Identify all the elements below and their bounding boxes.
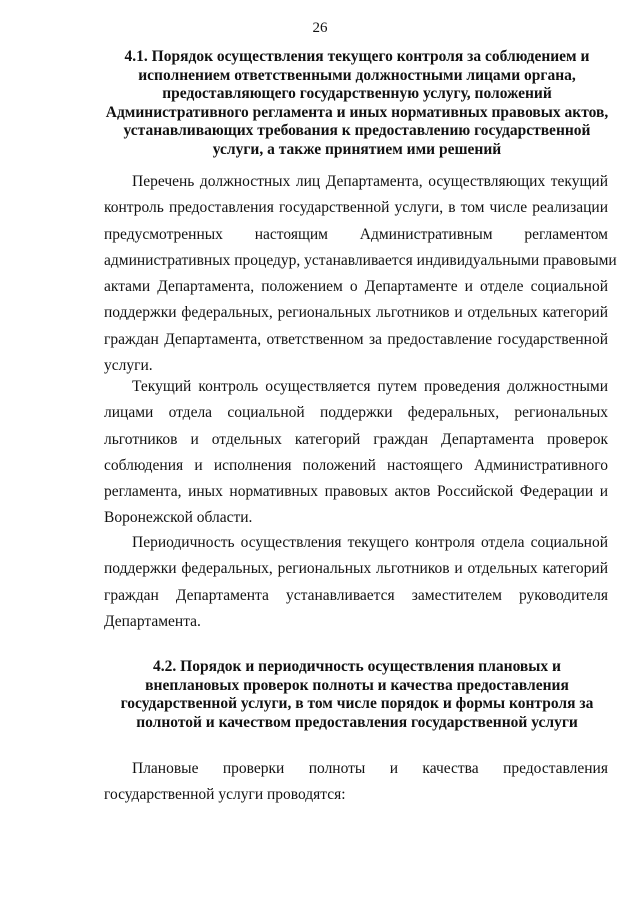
heading-line: 4.2. Порядок и периодичность осуществления плановых и xyxy=(153,658,561,675)
heading-line: внеплановых проверок полноты и качества предоставления xyxy=(145,676,569,694)
paragraph-line: Плановые проверки полноты и качества предоставления xyxy=(132,760,608,777)
paragraph-line: Перечень должностных лиц Департамента, осуществляющих текущий xyxy=(132,173,608,190)
section-4-2-heading xyxy=(104,658,610,732)
paragraph-line: Департамента. xyxy=(104,612,201,630)
section-4-1-heading xyxy=(104,48,610,159)
paragraph-line: контроль предоставления государственной услуги, в том числе реализации xyxy=(104,199,608,217)
paragraph-line: актами Департамента, положением о Департаменте и отделе социальной xyxy=(104,278,608,296)
heading-line: государственной услуги, в том числе порядок и формы контроля за xyxy=(120,695,594,712)
paragraph-line: Текущий контроль осуществляется путем проведения должностными xyxy=(132,378,608,395)
paragraph-line: административных процедур, устанавливается индивидуальными правовыми xyxy=(104,251,617,269)
paragraph-officials-list xyxy=(104,169,617,379)
paragraph-line: граждан Департамента, ответственном за предоставление государственной xyxy=(104,330,608,348)
paragraph-line: услуги. xyxy=(104,357,153,375)
paragraph-planned-checks xyxy=(104,756,608,809)
paragraph-line: льготников и отдельных категорий граждан Департамента проверок xyxy=(104,430,608,448)
paragraph-line: регламента, иных нормативных правовых актов Российской Федерации и xyxy=(104,483,608,501)
paragraph-line: предусмотренных настоящим Административным регламентом xyxy=(104,225,608,243)
heading-line: услуги, а также принятием ими решений xyxy=(212,140,502,158)
page-number: 26 xyxy=(312,20,328,36)
paragraph-line: соблюдения и исполнения положений настоящего Административного xyxy=(104,456,608,474)
heading-line: 4.1. Порядок осуществления текущего контроля за соблюдением и xyxy=(124,48,590,65)
paragraph-line: граждан Департамента устанавливается заместителем руководителя xyxy=(104,586,608,604)
heading-line: устанавливающих требования к предоставлению государственной xyxy=(123,122,591,139)
heading-line: исполнением ответственными должностными лицами органа, xyxy=(138,66,576,84)
heading-line: предоставляющего государственную услугу, положений xyxy=(162,85,552,102)
paragraph-line: поддержки федеральных, региональных льготников и отдельных категорий xyxy=(104,560,608,578)
paragraph-line: Периодичность осуществления текущего контроля отдела социальной xyxy=(132,534,608,551)
heading-line: Административного регламента и иных нормативных правовых актов, xyxy=(105,103,609,121)
heading-line: полнотой и качеством предоставления государственной услуги xyxy=(136,713,578,731)
paragraph-line: государственной услуги проводятся: xyxy=(104,786,346,804)
paragraph-periodicity xyxy=(104,530,608,635)
paragraph-line: Воронежской области. xyxy=(104,509,253,527)
paragraph-current-control xyxy=(104,374,608,532)
paragraph-line: лицами отдела социальной поддержки федеральных, региональных xyxy=(104,404,608,422)
paragraph-line: поддержки федеральных, региональных льготников и отдельных категорий xyxy=(104,304,608,322)
